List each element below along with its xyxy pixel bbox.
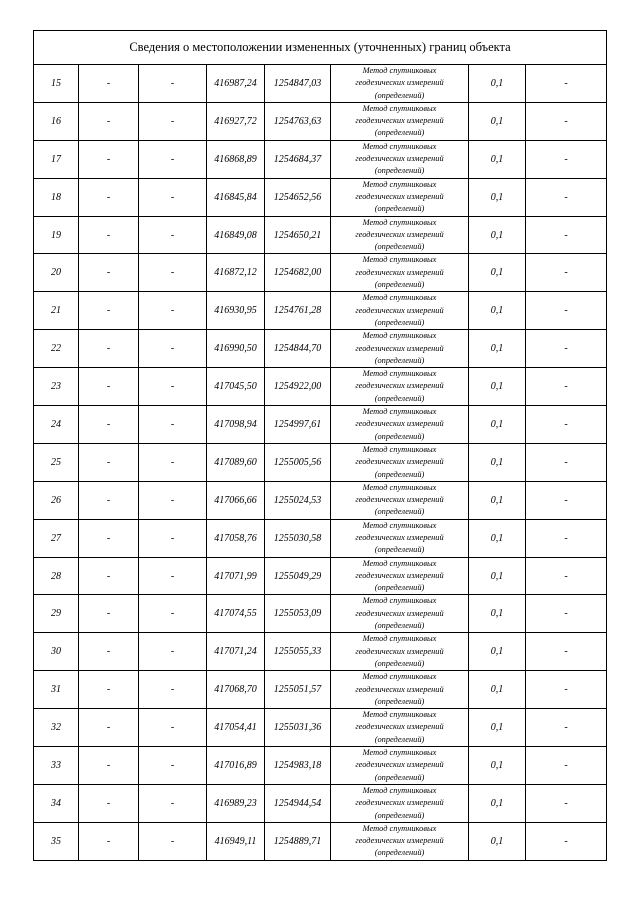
boundary-points-table: [33, 30, 607, 861]
x-coordinate-cell: 417098,94: [207, 406, 265, 444]
method-cell: [331, 254, 469, 292]
prev-x-cell: -: [79, 557, 139, 595]
point-number-cell: 21: [34, 292, 79, 330]
x-coordinate-cell: 416868,89: [207, 140, 265, 178]
prev-x-cell: -: [79, 140, 139, 178]
prev-x-cell: -: [79, 481, 139, 519]
y-coordinate-cell: 1254650,21: [265, 216, 331, 254]
method-line: геодезических измерений: [355, 154, 444, 164]
x-coordinate-cell: 417074,55: [207, 595, 265, 633]
method-line: (определений): [374, 621, 425, 631]
prev-x-cell: -: [79, 822, 139, 860]
point-number-cell: 23: [34, 368, 79, 406]
x-coordinate-cell: 416949,11: [207, 822, 265, 860]
x-coordinate-cell: 417045,50: [207, 368, 265, 406]
method-line: (определений): [374, 696, 425, 706]
point-number-cell: 17: [34, 140, 79, 178]
accuracy-cell: 0,1: [469, 102, 526, 140]
prev-y-cell: -: [139, 65, 207, 103]
description-cell: -: [526, 102, 607, 140]
method-line: (определений): [374, 469, 425, 479]
y-coordinate-cell: 1255051,57: [265, 671, 331, 709]
method-line: (определений): [374, 848, 425, 858]
description-cell: -: [526, 595, 607, 633]
method-line: Метод спутниковых: [362, 710, 437, 720]
table-row: [34, 595, 607, 633]
table-row: [34, 633, 607, 671]
method-cell: [331, 216, 469, 254]
method-line: геодезических измерений: [355, 684, 444, 694]
x-coordinate-cell: 416849,08: [207, 216, 265, 254]
method-line: Метод спутниковых: [362, 785, 437, 795]
method-line: Метод спутниковых: [362, 369, 437, 379]
method-line: Метод спутниковых: [362, 672, 437, 682]
prev-y-cell: -: [139, 747, 207, 785]
method-line: геодезических измерений: [355, 191, 444, 201]
y-coordinate-cell: 1254997,61: [265, 406, 331, 444]
description-cell: -: [526, 216, 607, 254]
x-coordinate-cell: 417058,76: [207, 519, 265, 557]
method-line: геодезических измерений: [355, 608, 444, 618]
method-line: (определений): [374, 204, 425, 214]
method-cell: [331, 443, 469, 481]
method-line: геодезических измерений: [355, 495, 444, 505]
point-number-cell: 29: [34, 595, 79, 633]
description-cell: -: [526, 140, 607, 178]
x-coordinate-cell: 417089,60: [207, 443, 265, 481]
table-row: [34, 747, 607, 785]
method-line: геодезических измерений: [355, 78, 444, 88]
description-cell: -: [526, 443, 607, 481]
method-line: (определений): [374, 393, 425, 403]
y-coordinate-cell: 1255049,29: [265, 557, 331, 595]
method-cell: [331, 747, 469, 785]
y-coordinate-cell: 1254684,37: [265, 140, 331, 178]
y-coordinate-cell: 1255055,33: [265, 633, 331, 671]
method-line: Метод спутниковых: [362, 141, 437, 151]
method-line: Метод спутниковых: [362, 255, 437, 265]
table-row: [34, 140, 607, 178]
x-coordinate-cell: 416987,24: [207, 65, 265, 103]
x-coordinate-cell: 417054,41: [207, 709, 265, 747]
accuracy-cell: 0,1: [469, 481, 526, 519]
method-cell: [331, 292, 469, 330]
method-cell: [331, 557, 469, 595]
description-cell: -: [526, 65, 607, 103]
point-number-cell: 20: [34, 254, 79, 292]
prev-y-cell: -: [139, 102, 207, 140]
y-coordinate-cell: 1254761,28: [265, 292, 331, 330]
method-cell: [331, 519, 469, 557]
method-line: геодезических измерений: [355, 836, 444, 846]
method-line: геодезических измерений: [355, 229, 444, 239]
accuracy-cell: 0,1: [469, 140, 526, 178]
x-coordinate-cell: 417068,70: [207, 671, 265, 709]
prev-y-cell: -: [139, 557, 207, 595]
prev-y-cell: -: [139, 216, 207, 254]
prev-x-cell: -: [79, 292, 139, 330]
method-line: Метод спутниковых: [362, 407, 437, 417]
table-row: [34, 368, 607, 406]
method-line: Метод спутниковых: [362, 596, 437, 606]
y-coordinate-cell: 1255030,58: [265, 519, 331, 557]
method-line: (определений): [374, 772, 425, 782]
point-number-cell: 18: [34, 178, 79, 216]
point-number-cell: 26: [34, 481, 79, 519]
method-line: (определений): [374, 242, 425, 252]
method-line: (определений): [374, 734, 425, 744]
x-coordinate-cell: 416845,84: [207, 178, 265, 216]
method-cell: [331, 595, 469, 633]
method-cell: [331, 822, 469, 860]
method-line: геодезических измерений: [355, 419, 444, 429]
method-line: Метод спутниковых: [362, 331, 437, 341]
y-coordinate-cell: 1254889,71: [265, 822, 331, 860]
accuracy-cell: 0,1: [469, 633, 526, 671]
point-number-cell: 28: [34, 557, 79, 595]
method-line: геодезических измерений: [355, 267, 444, 277]
method-cell: [331, 368, 469, 406]
description-cell: -: [526, 368, 607, 406]
prev-y-cell: -: [139, 292, 207, 330]
description-cell: -: [526, 330, 607, 368]
description-cell: -: [526, 406, 607, 444]
accuracy-cell: 0,1: [469, 595, 526, 633]
accuracy-cell: 0,1: [469, 178, 526, 216]
description-cell: -: [526, 747, 607, 785]
description-cell: -: [526, 519, 607, 557]
description-cell: -: [526, 822, 607, 860]
method-line: геодезических измерений: [355, 305, 444, 315]
prev-y-cell: -: [139, 178, 207, 216]
prev-x-cell: -: [79, 519, 139, 557]
method-line: Метод спутниковых: [362, 823, 437, 833]
method-line: (определений): [374, 545, 425, 555]
table-row: [34, 330, 607, 368]
point-number-cell: 35: [34, 822, 79, 860]
point-number-cell: 30: [34, 633, 79, 671]
method-cell: [331, 633, 469, 671]
method-line: геодезических измерений: [355, 760, 444, 770]
point-number-cell: 27: [34, 519, 79, 557]
prev-x-cell: -: [79, 633, 139, 671]
table-row: [34, 671, 607, 709]
method-line: Метод спутниковых: [362, 217, 437, 227]
prev-x-cell: -: [79, 330, 139, 368]
method-line: геодезических измерений: [355, 722, 444, 732]
accuracy-cell: 0,1: [469, 747, 526, 785]
table-row: [34, 102, 607, 140]
method-line: геодезических измерений: [355, 381, 444, 391]
method-cell: [331, 178, 469, 216]
table-row: [34, 443, 607, 481]
y-coordinate-cell: 1254844,70: [265, 330, 331, 368]
table-title: Сведения о местоположении измененных (уточненных) границ объекта: [34, 31, 607, 65]
prev-y-cell: -: [139, 671, 207, 709]
method-line: Метод спутниковых: [362, 179, 437, 189]
accuracy-cell: 0,1: [469, 822, 526, 860]
point-number-cell: 16: [34, 102, 79, 140]
method-line: Метод спутниковых: [362, 482, 437, 492]
accuracy-cell: 0,1: [469, 330, 526, 368]
prev-y-cell: -: [139, 519, 207, 557]
method-line: (определений): [374, 810, 425, 820]
method-line: геодезических измерений: [355, 343, 444, 353]
x-coordinate-cell: 416927,72: [207, 102, 265, 140]
table-row: [34, 178, 607, 216]
method-line: (определений): [374, 431, 425, 441]
method-cell: [331, 671, 469, 709]
method-line: (определений): [374, 507, 425, 517]
prev-y-cell: -: [139, 406, 207, 444]
method-line: геодезических измерений: [355, 532, 444, 542]
method-cell: [331, 65, 469, 103]
point-number-cell: 15: [34, 65, 79, 103]
method-line: (определений): [374, 583, 425, 593]
prev-x-cell: -: [79, 595, 139, 633]
x-coordinate-cell: 416990,50: [207, 330, 265, 368]
accuracy-cell: 0,1: [469, 557, 526, 595]
accuracy-cell: 0,1: [469, 368, 526, 406]
point-number-cell: 33: [34, 747, 79, 785]
description-cell: -: [526, 709, 607, 747]
method-line: Метод спутниковых: [362, 66, 437, 75]
prev-x-cell: -: [79, 406, 139, 444]
prev-y-cell: -: [139, 822, 207, 860]
method-line: Метод спутниковых: [362, 103, 437, 113]
prev-x-cell: -: [79, 784, 139, 822]
prev-y-cell: -: [139, 633, 207, 671]
method-line: Метод спутниковых: [362, 293, 437, 303]
point-number-cell: 34: [34, 784, 79, 822]
table-row: [34, 822, 607, 860]
table-row: [34, 709, 607, 747]
prev-y-cell: -: [139, 140, 207, 178]
accuracy-cell: 0,1: [469, 65, 526, 103]
prev-x-cell: -: [79, 709, 139, 747]
point-number-cell: 31: [34, 671, 79, 709]
method-line: геодезических измерений: [355, 798, 444, 808]
point-number-cell: 25: [34, 443, 79, 481]
x-coordinate-cell: 416872,12: [207, 254, 265, 292]
method-cell: [331, 481, 469, 519]
prev-x-cell: -: [79, 368, 139, 406]
x-coordinate-cell: 416930,95: [207, 292, 265, 330]
method-line: (определений): [374, 128, 425, 138]
method-line: Метод спутниковых: [362, 748, 437, 758]
y-coordinate-cell: 1254847,03: [265, 65, 331, 103]
description-cell: -: [526, 671, 607, 709]
method-cell: [331, 140, 469, 178]
prev-x-cell: -: [79, 102, 139, 140]
x-coordinate-cell: 417071,24: [207, 633, 265, 671]
method-cell: [331, 709, 469, 747]
description-cell: -: [526, 481, 607, 519]
description-cell: -: [526, 784, 607, 822]
prev-y-cell: -: [139, 330, 207, 368]
y-coordinate-cell: 1254652,56: [265, 178, 331, 216]
y-coordinate-cell: 1254944,54: [265, 784, 331, 822]
table-row: [34, 292, 607, 330]
x-coordinate-cell: 416989,23: [207, 784, 265, 822]
y-coordinate-cell: 1254922,00: [265, 368, 331, 406]
accuracy-cell: 0,1: [469, 443, 526, 481]
method-cell: [331, 330, 469, 368]
method-line: геодезических измерений: [355, 116, 444, 126]
prev-y-cell: -: [139, 443, 207, 481]
point-number-cell: 32: [34, 709, 79, 747]
accuracy-cell: 0,1: [469, 519, 526, 557]
y-coordinate-cell: 1255024,53: [265, 481, 331, 519]
y-coordinate-cell: 1254763,63: [265, 102, 331, 140]
method-line: (определений): [374, 658, 425, 668]
description-cell: -: [526, 254, 607, 292]
x-coordinate-cell: 417016,89: [207, 747, 265, 785]
method-line: Метод спутниковых: [362, 520, 437, 530]
method-line: Метод спутниковых: [362, 558, 437, 568]
method-line: геодезических измерений: [355, 646, 444, 656]
prev-y-cell: -: [139, 254, 207, 292]
method-line: Метод спутниковых: [362, 634, 437, 644]
prev-y-cell: -: [139, 595, 207, 633]
accuracy-cell: 0,1: [469, 784, 526, 822]
description-cell: -: [526, 557, 607, 595]
prev-x-cell: -: [79, 65, 139, 103]
y-coordinate-cell: 1254682,00: [265, 254, 331, 292]
y-coordinate-cell: 1255031,36: [265, 709, 331, 747]
method-line: геодезических измерений: [355, 457, 444, 467]
table-row: [34, 65, 607, 103]
method-cell: [331, 102, 469, 140]
point-number-cell: 19: [34, 216, 79, 254]
table-row: [34, 784, 607, 822]
table-row: [34, 481, 607, 519]
description-cell: -: [526, 633, 607, 671]
accuracy-cell: 0,1: [469, 254, 526, 292]
accuracy-cell: 0,1: [469, 709, 526, 747]
prev-y-cell: -: [139, 481, 207, 519]
method-line: (определений): [374, 280, 425, 290]
point-number-cell: 22: [34, 330, 79, 368]
prev-x-cell: -: [79, 254, 139, 292]
table-row: [34, 254, 607, 292]
prev-x-cell: -: [79, 216, 139, 254]
point-number-cell: 24: [34, 406, 79, 444]
prev-x-cell: -: [79, 671, 139, 709]
method-line: (определений): [374, 90, 425, 100]
prev-x-cell: -: [79, 747, 139, 785]
prev-y-cell: -: [139, 368, 207, 406]
x-coordinate-cell: 417071,99: [207, 557, 265, 595]
method-line: (определений): [374, 166, 425, 176]
accuracy-cell: 0,1: [469, 216, 526, 254]
table-row: [34, 519, 607, 557]
accuracy-cell: 0,1: [469, 406, 526, 444]
method-line: (определений): [374, 355, 425, 365]
method-line: Метод спутниковых: [362, 444, 437, 454]
description-cell: -: [526, 178, 607, 216]
accuracy-cell: 0,1: [469, 671, 526, 709]
table-row: [34, 216, 607, 254]
prev-x-cell: -: [79, 443, 139, 481]
method-cell: [331, 784, 469, 822]
prev-y-cell: -: [139, 784, 207, 822]
prev-x-cell: -: [79, 178, 139, 216]
prev-y-cell: -: [139, 709, 207, 747]
y-coordinate-cell: 1255005,56: [265, 443, 331, 481]
method-line: (определений): [374, 317, 425, 327]
x-coordinate-cell: 417066,66: [207, 481, 265, 519]
table-row: [34, 406, 607, 444]
accuracy-cell: 0,1: [469, 292, 526, 330]
y-coordinate-cell: 1254983,18: [265, 747, 331, 785]
method-line: геодезических измерений: [355, 570, 444, 580]
table-row: [34, 557, 607, 595]
method-cell: [331, 406, 469, 444]
y-coordinate-cell: 1255053,09: [265, 595, 331, 633]
description-cell: -: [526, 292, 607, 330]
